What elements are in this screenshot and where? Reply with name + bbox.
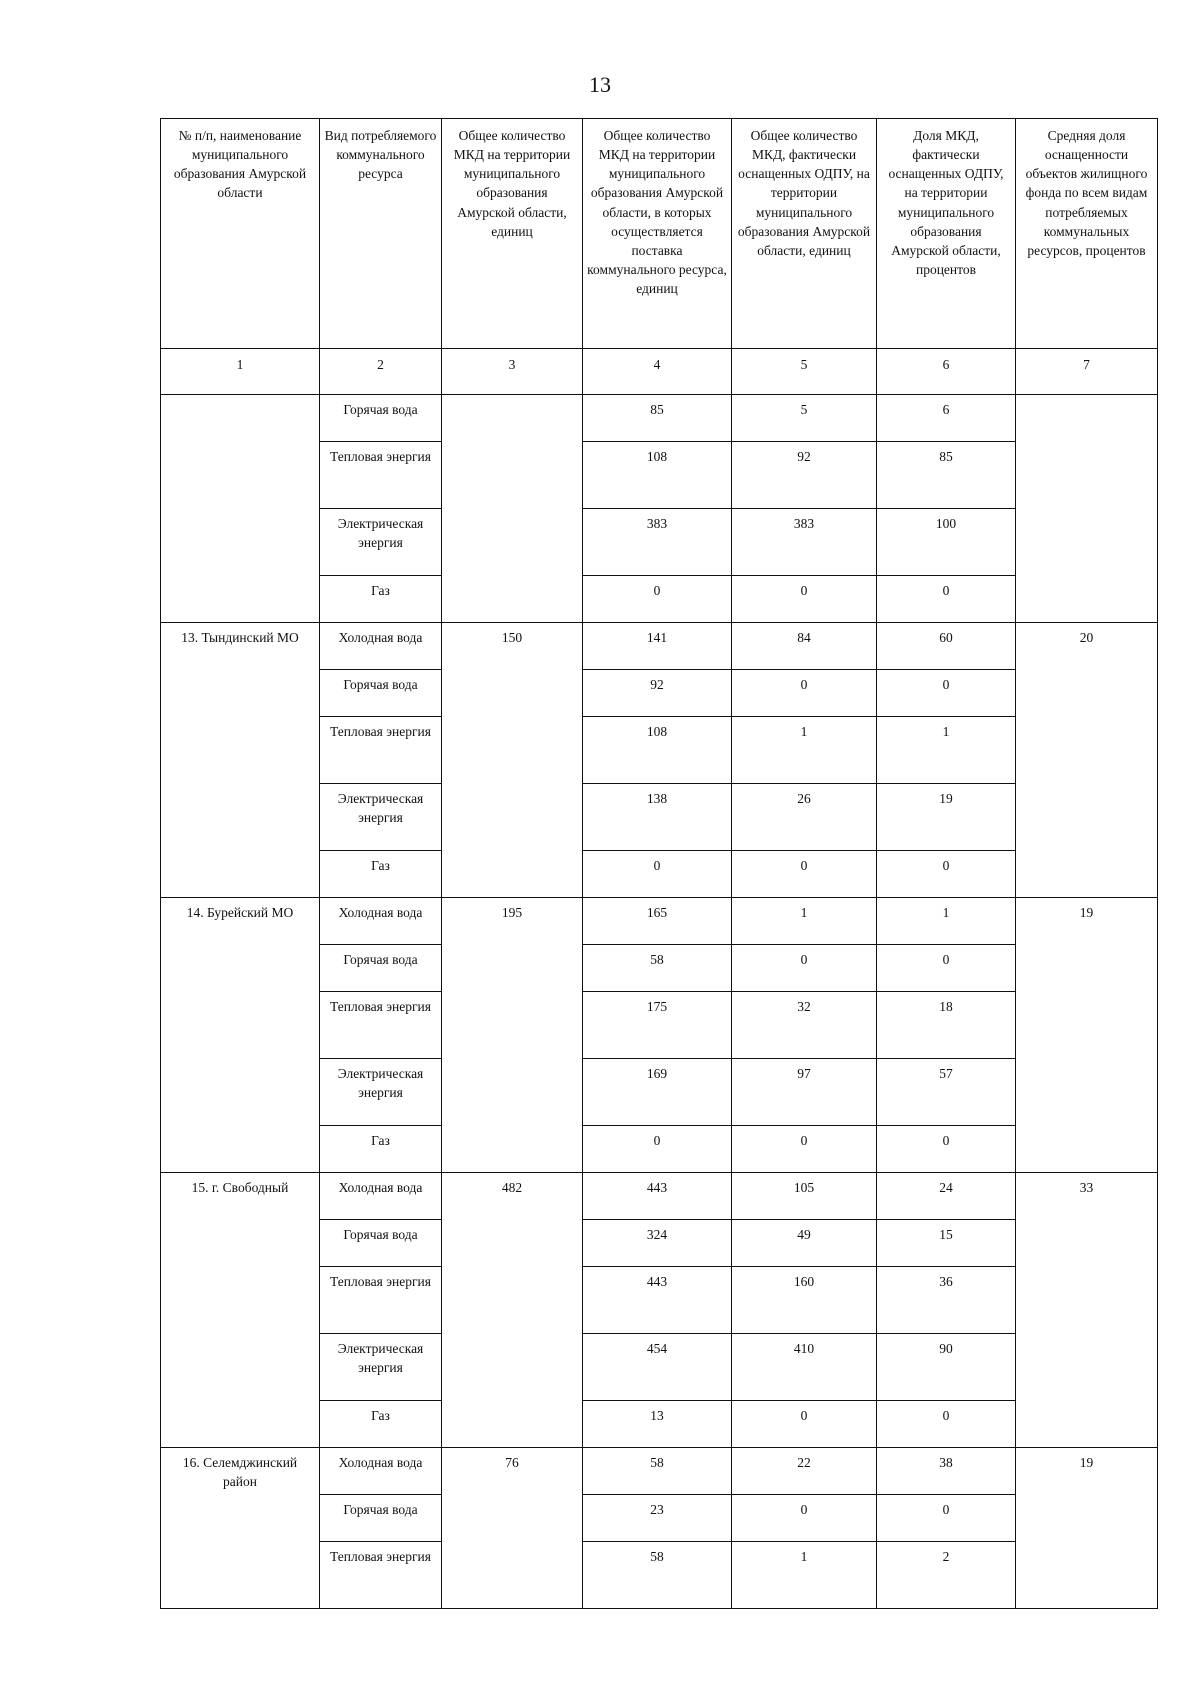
average-share: 19 bbox=[1016, 1448, 1158, 1609]
resource-type: Холодная вода bbox=[320, 898, 442, 945]
equipped-mkd-count: 105 bbox=[732, 1173, 877, 1220]
municipality-name: 14. Бурейский МО bbox=[161, 898, 320, 1173]
equipped-share: 6 bbox=[877, 395, 1016, 442]
equipped-share: 2 bbox=[877, 1542, 1016, 1609]
resource-type: Холодная вода bbox=[320, 1448, 442, 1495]
header-cell: Вид потребляемого коммунального ресурса bbox=[320, 119, 442, 349]
equipped-share: 0 bbox=[877, 670, 1016, 717]
equipped-share: 15 bbox=[877, 1220, 1016, 1267]
equipped-mkd-count: 383 bbox=[732, 509, 877, 576]
equipped-share: 57 bbox=[877, 1059, 1016, 1126]
equipped-mkd-count: 92 bbox=[732, 442, 877, 509]
resource-type: Тепловая энергия bbox=[320, 717, 442, 784]
average-share: 33 bbox=[1016, 1173, 1158, 1448]
equipped-share: 0 bbox=[877, 1126, 1016, 1173]
column-number: 1 bbox=[161, 349, 320, 395]
resource-type: Электрическая энергия bbox=[320, 1059, 442, 1126]
column-number: 7 bbox=[1016, 349, 1158, 395]
supplied-mkd-count: 165 bbox=[583, 898, 732, 945]
supplied-mkd-count: 92 bbox=[583, 670, 732, 717]
header-cell: № п/п, наименование муниципального образования Амурской области bbox=[161, 119, 320, 349]
resource-type: Тепловая энергия bbox=[320, 992, 442, 1059]
resource-type: Горячая вода bbox=[320, 395, 442, 442]
equipped-mkd-count: 49 bbox=[732, 1220, 877, 1267]
equipped-share: 85 bbox=[877, 442, 1016, 509]
table-row bbox=[161, 395, 1158, 442]
supplied-mkd-count: 383 bbox=[583, 509, 732, 576]
column-number: 6 bbox=[877, 349, 1016, 395]
supplied-mkd-count: 324 bbox=[583, 1220, 732, 1267]
supplied-mkd-count: 175 bbox=[583, 992, 732, 1059]
equipped-mkd-count: 0 bbox=[732, 670, 877, 717]
odpu-equipment-table bbox=[160, 118, 1158, 1609]
equipped-mkd-count: 97 bbox=[732, 1059, 877, 1126]
column-number: 2 bbox=[320, 349, 442, 395]
equipped-mkd-count: 0 bbox=[732, 1126, 877, 1173]
supplied-mkd-count: 108 bbox=[583, 442, 732, 509]
equipped-share: 0 bbox=[877, 851, 1016, 898]
equipped-mkd-count: 5 bbox=[732, 395, 877, 442]
supplied-mkd-count: 0 bbox=[583, 851, 732, 898]
municipality-name: 13. Тындинский МО bbox=[161, 623, 320, 898]
resource-type: Тепловая энергия bbox=[320, 1542, 442, 1609]
equipped-share: 18 bbox=[877, 992, 1016, 1059]
equipped-mkd-count: 410 bbox=[732, 1334, 877, 1401]
supplied-mkd-count: 443 bbox=[583, 1173, 732, 1220]
resource-type: Холодная вода bbox=[320, 623, 442, 670]
supplied-mkd-count: 138 bbox=[583, 784, 732, 851]
resource-type: Горячая вода bbox=[320, 1495, 442, 1542]
equipped-mkd-count: 84 bbox=[732, 623, 877, 670]
equipped-share: 0 bbox=[877, 576, 1016, 623]
supplied-mkd-count: 454 bbox=[583, 1334, 732, 1401]
header-cell: Общее количество МКД на территории муниципального образования Амурской области, единиц bbox=[442, 119, 583, 349]
supplied-mkd-count: 13 bbox=[583, 1401, 732, 1448]
supplied-mkd-count: 443 bbox=[583, 1267, 732, 1334]
total-mkd-count: 76 bbox=[442, 1448, 583, 1609]
average-share: 19 bbox=[1016, 898, 1158, 1173]
equipped-share: 36 bbox=[877, 1267, 1016, 1334]
resource-type: Холодная вода bbox=[320, 1173, 442, 1220]
equipped-mkd-count: 0 bbox=[732, 945, 877, 992]
resource-type: Горячая вода bbox=[320, 1220, 442, 1267]
column-number: 4 bbox=[583, 349, 732, 395]
equipped-mkd-count: 26 bbox=[732, 784, 877, 851]
average-share: 20 bbox=[1016, 623, 1158, 898]
column-number: 5 bbox=[732, 349, 877, 395]
supplied-mkd-count: 85 bbox=[583, 395, 732, 442]
equipped-share: 0 bbox=[877, 1495, 1016, 1542]
equipped-share: 19 bbox=[877, 784, 1016, 851]
equipped-share: 0 bbox=[877, 945, 1016, 992]
header-cell: Общее количество МКД, фактически оснащенных ОДПУ, на территории муниципального образования Амурской области, единиц bbox=[732, 119, 877, 349]
column-number: 3 bbox=[442, 349, 583, 395]
average-share bbox=[1016, 395, 1158, 623]
resource-type: Горячая вода bbox=[320, 670, 442, 717]
resource-type: Электрическая энергия bbox=[320, 509, 442, 576]
equipped-mkd-count: 32 bbox=[732, 992, 877, 1059]
supplied-mkd-count: 141 bbox=[583, 623, 732, 670]
header-cell: Общее количество МКД на территории муниципального образования Амурской области, в которых осуществляется поставка коммунального ресурса, единиц bbox=[583, 119, 732, 349]
supplied-mkd-count: 169 bbox=[583, 1059, 732, 1126]
total-mkd-count: 482 bbox=[442, 1173, 583, 1448]
resource-type: Газ bbox=[320, 1401, 442, 1448]
column-number-row bbox=[161, 349, 1158, 395]
equipped-mkd-count: 1 bbox=[732, 1542, 877, 1609]
equipped-mkd-count: 0 bbox=[732, 1401, 877, 1448]
equipped-mkd-count: 160 bbox=[732, 1267, 877, 1334]
equipped-mkd-count: 0 bbox=[732, 1495, 877, 1542]
supplied-mkd-count: 108 bbox=[583, 717, 732, 784]
total-mkd-count: 195 bbox=[442, 898, 583, 1173]
resource-type: Тепловая энергия bbox=[320, 442, 442, 509]
resource-type: Газ bbox=[320, 576, 442, 623]
supplied-mkd-count: 58 bbox=[583, 1542, 732, 1609]
header-row bbox=[161, 119, 1158, 349]
equipped-share: 100 bbox=[877, 509, 1016, 576]
equipped-share: 38 bbox=[877, 1448, 1016, 1495]
resource-type: Электрическая энергия bbox=[320, 784, 442, 851]
total-mkd-count: 150 bbox=[442, 623, 583, 898]
equipped-share: 1 bbox=[877, 717, 1016, 784]
total-mkd-count bbox=[442, 395, 583, 623]
equipped-mkd-count: 0 bbox=[732, 851, 877, 898]
table-row bbox=[161, 1448, 1158, 1495]
supplied-mkd-count: 0 bbox=[583, 1126, 732, 1173]
supplied-mkd-count: 58 bbox=[583, 945, 732, 992]
resource-type: Газ bbox=[320, 851, 442, 898]
equipped-share: 1 bbox=[877, 898, 1016, 945]
header-cell: Доля МКД, фактически оснащенных ОДПУ, на территории муниципального образования Амурской области, процентов bbox=[877, 119, 1016, 349]
municipality-name bbox=[161, 395, 320, 623]
equipped-mkd-count: 22 bbox=[732, 1448, 877, 1495]
equipped-share: 0 bbox=[877, 1401, 1016, 1448]
resource-type: Горячая вода bbox=[320, 945, 442, 992]
resource-type: Газ bbox=[320, 1126, 442, 1173]
supplied-mkd-count: 23 bbox=[583, 1495, 732, 1542]
table-row bbox=[161, 623, 1158, 670]
resource-type: Электрическая энергия bbox=[320, 1334, 442, 1401]
page-number: 13 bbox=[589, 72, 611, 97]
equipped-mkd-count: 1 bbox=[732, 898, 877, 945]
equipped-share: 24 bbox=[877, 1173, 1016, 1220]
equipped-share: 60 bbox=[877, 623, 1016, 670]
table-row bbox=[161, 898, 1158, 945]
municipality-name: 15. г. Свободный bbox=[161, 1173, 320, 1448]
supplied-mkd-count: 58 bbox=[583, 1448, 732, 1495]
header-cell: Средняя доля оснащенности объектов жилищного фонда по всем видам потребляемых коммунальных ресурсов, процентов bbox=[1016, 119, 1158, 349]
equipped-mkd-count: 0 bbox=[732, 576, 877, 623]
supplied-mkd-count: 0 bbox=[583, 576, 732, 623]
table-body bbox=[161, 395, 1158, 1609]
municipality-name: 16. Селемджинский район bbox=[161, 1448, 320, 1609]
equipped-share: 90 bbox=[877, 1334, 1016, 1401]
equipped-mkd-count: 1 bbox=[732, 717, 877, 784]
resource-type: Тепловая энергия bbox=[320, 1267, 442, 1334]
table-row bbox=[161, 1173, 1158, 1220]
